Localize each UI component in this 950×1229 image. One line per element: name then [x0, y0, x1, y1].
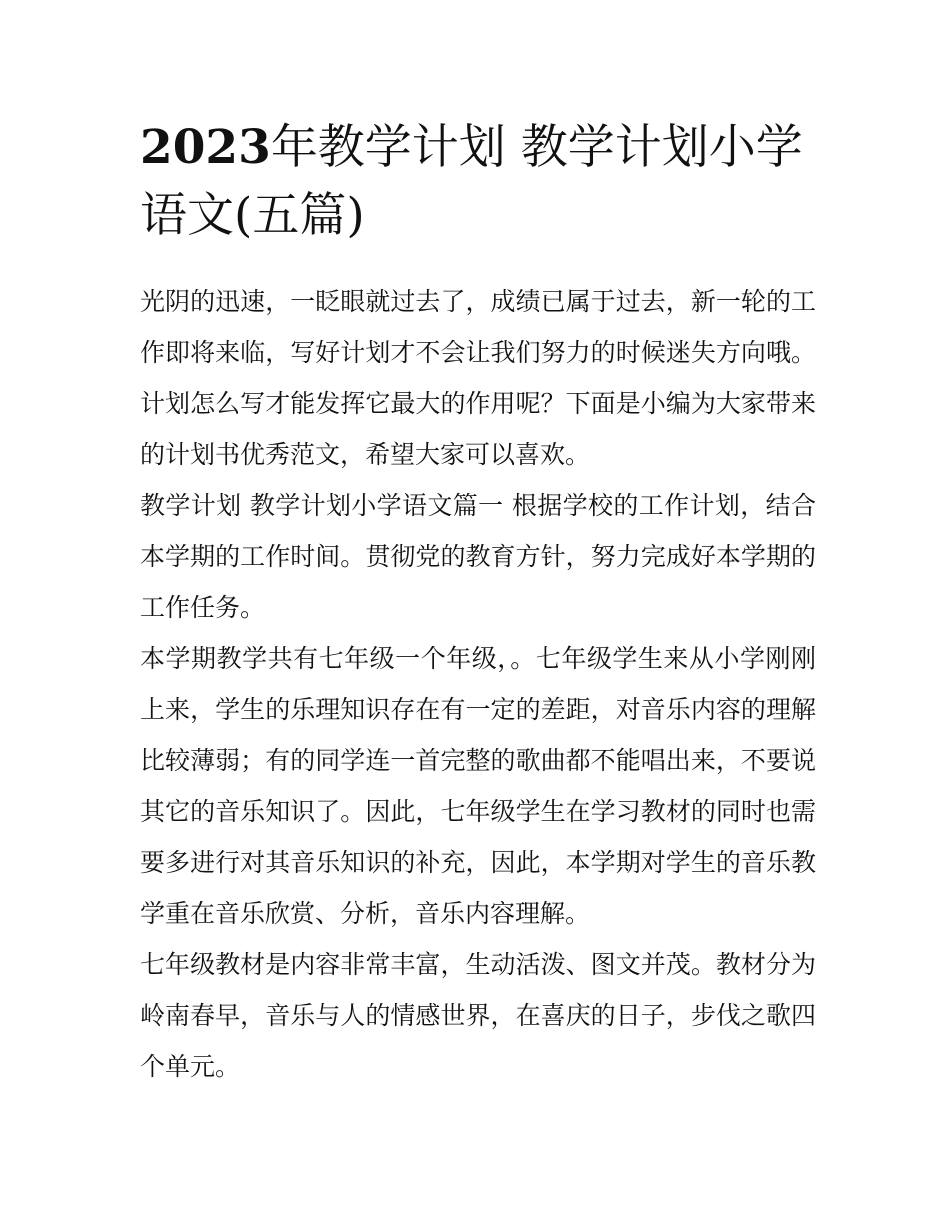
paragraph-textbook: 七年级教材是内容非常丰富，生动活泼、图文并茂。教材分为岭南春早，音乐与人的情感世界，在喜庆的日子，步伐之歌四个单元。: [140, 950, 816, 1081]
paragraph-intro: 光阴的迅速，一眨眼就过去了，成绩已属于过去，新一轮的工作即将来临，写好计划才不会让我们努力的时候迷失方向哦。计划怎么写才能发挥它最大的作用呢？下面是小编为大家带来的计划书优秀范文，希望大家可以喜欢。: [140, 287, 816, 469]
paragraph-plan-intro: 教学计划 教学计划小学语文篇一 根据学校的工作计划，结合本学期的工作时间。贯彻党的教育方针，努力完成好本学期的工作任务。: [140, 491, 816, 622]
document-body: [140, 276, 816, 1092]
document-title: [140, 114, 820, 250]
paragraph-students: 本学期教学共有七年级一个年级，。七年级学生来从小学刚刚上来，学生的乐理知识存在有一定的差距，对音乐内容的理解比较薄弱；有的同学连一首完整的歌曲都不能唱出来，不要说其它的音乐知识了。因此，七年级学生在学习教材的同时也需要多进行对其音乐知识的补充，因此，本学期对学生的音乐教学重在音乐欣赏、分析，音乐内容理解。: [140, 644, 816, 928]
title-year: 2023: [140, 120, 271, 175]
title-text: 年教学计划 教学计划小学语文(五篇): [140, 120, 803, 243]
